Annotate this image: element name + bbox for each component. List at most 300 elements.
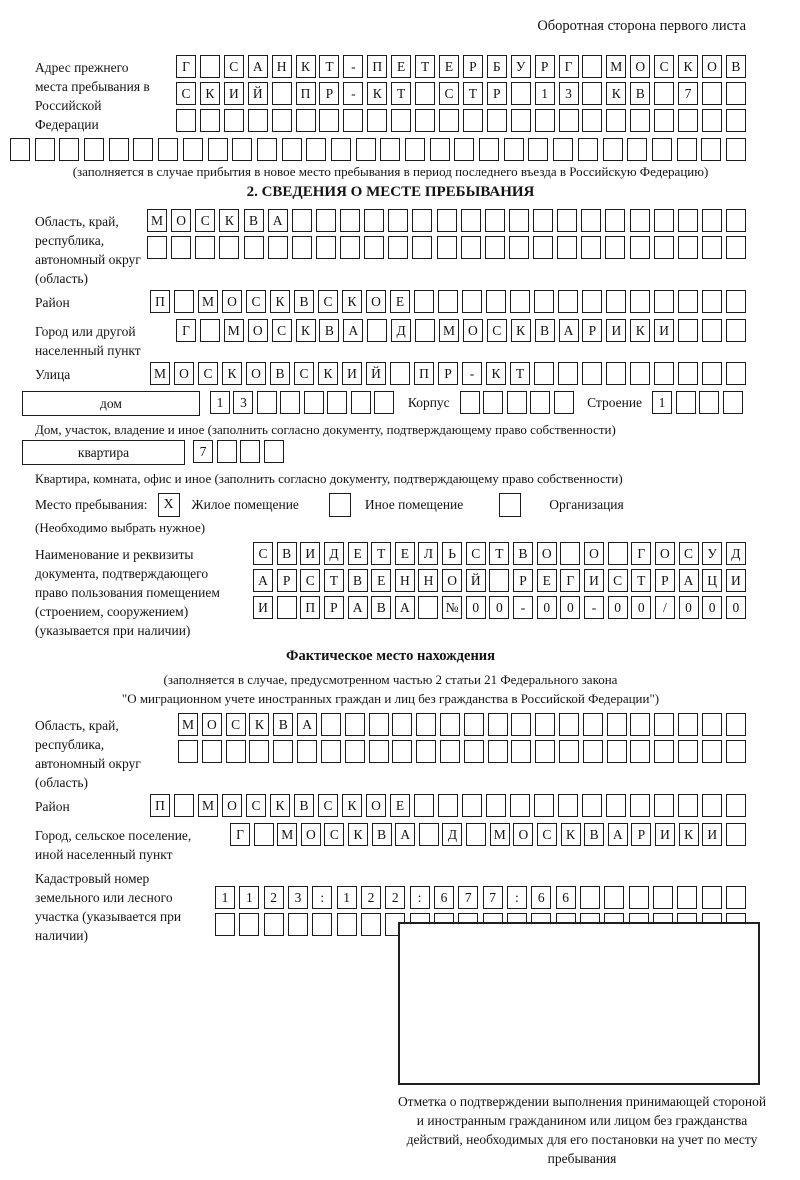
char-cell[interactable] bbox=[702, 886, 722, 909]
char-cell[interactable]: 2 bbox=[361, 886, 381, 909]
char-cell[interactable] bbox=[171, 236, 191, 259]
char-cell[interactable]: А bbox=[268, 209, 288, 232]
char-cell[interactable] bbox=[630, 109, 650, 132]
char-cell[interactable]: : bbox=[410, 886, 430, 909]
char-cell[interactable]: В bbox=[294, 290, 314, 313]
char-cell[interactable]: О bbox=[630, 55, 650, 78]
char-cell[interactable] bbox=[530, 391, 550, 414]
char-cell[interactable]: Г bbox=[559, 55, 579, 78]
char-cell[interactable] bbox=[367, 109, 387, 132]
char-cell[interactable]: П bbox=[414, 362, 434, 385]
char-cell[interactable] bbox=[677, 886, 697, 909]
char-cell[interactable] bbox=[605, 209, 625, 232]
char-cell[interactable] bbox=[273, 740, 293, 763]
char-cell[interactable]: О bbox=[222, 794, 242, 817]
char-cell[interactable]: О bbox=[513, 823, 533, 846]
char-cell[interactable] bbox=[272, 109, 292, 132]
char-cell[interactable] bbox=[511, 740, 531, 763]
char-cell[interactable] bbox=[147, 236, 167, 259]
char-cell[interactable] bbox=[534, 794, 554, 817]
char-cell[interactable] bbox=[461, 209, 481, 232]
char-cell[interactable] bbox=[264, 440, 284, 463]
char-cell[interactable] bbox=[535, 713, 555, 736]
char-cell[interactable]: М bbox=[198, 290, 218, 313]
korpus-cells[interactable] bbox=[460, 391, 578, 414]
char-cell[interactable]: 7 bbox=[193, 440, 213, 463]
char-cell[interactable] bbox=[654, 290, 674, 313]
char-cell[interactable]: К bbox=[296, 319, 316, 342]
char-cell[interactable] bbox=[726, 209, 746, 232]
char-cell[interactable] bbox=[583, 740, 603, 763]
char-cell[interactable] bbox=[59, 138, 79, 161]
char-cell[interactable] bbox=[412, 236, 432, 259]
actual-region-row-2[interactable] bbox=[178, 740, 746, 763]
char-cell[interactable]: В bbox=[372, 823, 392, 846]
char-cell[interactable] bbox=[486, 794, 506, 817]
char-cell[interactable] bbox=[607, 740, 627, 763]
char-cell[interactable]: И bbox=[702, 823, 722, 846]
char-cell[interactable]: К bbox=[678, 55, 698, 78]
char-cell[interactable] bbox=[606, 290, 626, 313]
char-cell[interactable] bbox=[726, 319, 746, 342]
char-cell[interactable]: Р bbox=[319, 82, 339, 105]
char-cell[interactable]: С bbox=[537, 823, 557, 846]
char-cell[interactable]: О bbox=[537, 542, 557, 565]
city-row[interactable] bbox=[176, 319, 746, 342]
document-row-3[interactable] bbox=[253, 596, 746, 619]
char-cell[interactable] bbox=[678, 319, 698, 342]
char-cell[interactable] bbox=[509, 236, 529, 259]
char-cell[interactable] bbox=[676, 391, 696, 414]
char-cell[interactable] bbox=[304, 391, 324, 414]
char-cell[interactable] bbox=[280, 391, 300, 414]
char-cell[interactable] bbox=[437, 236, 457, 259]
char-cell[interactable]: Т bbox=[463, 82, 483, 105]
char-cell[interactable] bbox=[582, 362, 602, 385]
char-cell[interactable] bbox=[340, 209, 360, 232]
char-cell[interactable] bbox=[226, 740, 246, 763]
char-cell[interactable]: С bbox=[679, 542, 699, 565]
char-cell[interactable]: К bbox=[630, 319, 650, 342]
char-cell[interactable]: М bbox=[606, 55, 626, 78]
char-cell[interactable]: О bbox=[248, 319, 268, 342]
char-cell[interactable] bbox=[702, 713, 722, 736]
char-cell[interactable] bbox=[702, 109, 722, 132]
char-cell[interactable] bbox=[630, 794, 650, 817]
char-cell[interactable] bbox=[483, 391, 503, 414]
char-cell[interactable]: П bbox=[150, 794, 170, 817]
char-cell[interactable] bbox=[630, 740, 650, 763]
char-cell[interactable] bbox=[438, 794, 458, 817]
char-cell[interactable]: П bbox=[150, 290, 170, 313]
char-cell[interactable] bbox=[630, 290, 650, 313]
char-cell[interactable] bbox=[419, 823, 439, 846]
char-cell[interactable]: - bbox=[343, 82, 363, 105]
char-cell[interactable]: И bbox=[342, 362, 362, 385]
char-cell[interactable]: Й bbox=[248, 82, 268, 105]
char-cell[interactable]: У bbox=[511, 55, 531, 78]
char-cell[interactable] bbox=[654, 713, 674, 736]
char-cell[interactable] bbox=[244, 236, 264, 259]
char-cell[interactable] bbox=[485, 236, 505, 259]
char-cell[interactable] bbox=[702, 794, 722, 817]
apartment-cells[interactable] bbox=[193, 440, 287, 463]
char-cell[interactable] bbox=[581, 209, 601, 232]
char-cell[interactable] bbox=[533, 209, 553, 232]
char-cell[interactable]: 1 bbox=[535, 82, 555, 105]
char-cell[interactable] bbox=[504, 138, 524, 161]
char-cell[interactable]: К bbox=[270, 290, 290, 313]
char-cell[interactable]: 0 bbox=[702, 596, 722, 619]
char-cell[interactable]: 1 bbox=[215, 886, 235, 909]
char-cell[interactable]: А bbox=[608, 823, 628, 846]
char-cell[interactable] bbox=[653, 886, 673, 909]
char-cell[interactable]: О bbox=[584, 542, 604, 565]
char-cell[interactable]: А bbox=[248, 55, 268, 78]
char-cell[interactable] bbox=[559, 713, 579, 736]
document-row-2[interactable] bbox=[253, 569, 746, 592]
char-cell[interactable] bbox=[630, 209, 650, 232]
char-cell[interactable] bbox=[652, 138, 672, 161]
char-cell[interactable]: С bbox=[246, 290, 266, 313]
char-cell[interactable]: 3 bbox=[559, 82, 579, 105]
char-cell[interactable]: Р bbox=[438, 362, 458, 385]
cadastral-row-1[interactable] bbox=[215, 886, 746, 909]
char-cell[interactable]: И bbox=[300, 542, 320, 565]
char-cell[interactable] bbox=[603, 138, 623, 161]
char-cell[interactable]: Т bbox=[391, 82, 411, 105]
char-cell[interactable]: К bbox=[486, 362, 506, 385]
char-cell[interactable] bbox=[257, 391, 277, 414]
char-cell[interactable] bbox=[133, 138, 153, 161]
char-cell[interactable]: Н bbox=[395, 569, 415, 592]
char-cell[interactable]: 0 bbox=[631, 596, 651, 619]
char-cell[interactable] bbox=[654, 236, 674, 259]
char-cell[interactable] bbox=[606, 362, 626, 385]
char-cell[interactable]: О bbox=[222, 290, 242, 313]
char-cell[interactable] bbox=[454, 138, 474, 161]
char-cell[interactable]: К bbox=[296, 55, 316, 78]
char-cell[interactable] bbox=[364, 236, 384, 259]
char-cell[interactable]: Д bbox=[726, 542, 746, 565]
char-cell[interactable]: Р bbox=[277, 569, 297, 592]
char-cell[interactable]: - bbox=[462, 362, 482, 385]
char-cell[interactable]: О bbox=[366, 290, 386, 313]
char-cell[interactable]: 7 bbox=[678, 82, 698, 105]
char-cell[interactable]: У bbox=[702, 542, 722, 565]
char-cell[interactable] bbox=[321, 740, 341, 763]
char-cell[interactable] bbox=[627, 138, 647, 161]
char-cell[interactable] bbox=[726, 740, 746, 763]
char-cell[interactable]: 0 bbox=[560, 596, 580, 619]
char-cell[interactable] bbox=[702, 740, 722, 763]
char-cell[interactable]: - bbox=[513, 596, 533, 619]
char-cell[interactable] bbox=[438, 290, 458, 313]
char-cell[interactable] bbox=[208, 138, 228, 161]
char-cell[interactable]: С bbox=[324, 823, 344, 846]
char-cell[interactable] bbox=[288, 913, 308, 936]
char-cell[interactable] bbox=[678, 109, 698, 132]
char-cell[interactable] bbox=[507, 391, 527, 414]
char-cell[interactable]: М bbox=[147, 209, 167, 232]
char-cell[interactable]: 2 bbox=[385, 886, 405, 909]
char-cell[interactable] bbox=[581, 236, 601, 259]
char-cell[interactable] bbox=[511, 109, 531, 132]
char-cell[interactable]: Т bbox=[319, 55, 339, 78]
char-cell[interactable]: Р bbox=[535, 55, 555, 78]
char-cell[interactable]: Й bbox=[466, 569, 486, 592]
char-cell[interactable] bbox=[510, 794, 530, 817]
char-cell[interactable]: И bbox=[726, 569, 746, 592]
char-cell[interactable]: Т bbox=[371, 542, 391, 565]
char-cell[interactable]: - bbox=[343, 55, 363, 78]
char-cell[interactable]: В bbox=[630, 82, 650, 105]
char-cell[interactable] bbox=[200, 55, 220, 78]
char-cell[interactable] bbox=[511, 713, 531, 736]
char-cell[interactable]: С bbox=[487, 319, 507, 342]
char-cell[interactable] bbox=[559, 109, 579, 132]
char-cell[interactable]: С bbox=[246, 794, 266, 817]
char-cell[interactable]: : bbox=[312, 886, 332, 909]
residential-checkbox[interactable]: X bbox=[158, 493, 180, 517]
char-cell[interactable]: Д bbox=[324, 542, 344, 565]
region-row-2[interactable] bbox=[147, 236, 746, 259]
char-cell[interactable]: 1 bbox=[337, 886, 357, 909]
char-cell[interactable]: Г bbox=[560, 569, 580, 592]
char-cell[interactable] bbox=[215, 913, 235, 936]
char-cell[interactable]: С bbox=[198, 362, 218, 385]
char-cell[interactable] bbox=[557, 236, 577, 259]
char-cell[interactable]: К bbox=[348, 823, 368, 846]
char-cell[interactable] bbox=[337, 913, 357, 936]
char-cell[interactable]: / bbox=[655, 596, 675, 619]
char-cell[interactable]: Д bbox=[391, 319, 411, 342]
char-cell[interactable]: С bbox=[466, 542, 486, 565]
char-cell[interactable] bbox=[479, 138, 499, 161]
char-cell[interactable] bbox=[282, 138, 302, 161]
char-cell[interactable] bbox=[583, 713, 603, 736]
char-cell[interactable] bbox=[464, 713, 484, 736]
char-cell[interactable]: В bbox=[584, 823, 604, 846]
char-cell[interactable] bbox=[316, 236, 336, 259]
char-cell[interactable]: К bbox=[249, 713, 269, 736]
char-cell[interactable] bbox=[380, 138, 400, 161]
char-cell[interactable] bbox=[415, 319, 435, 342]
char-cell[interactable] bbox=[654, 209, 674, 232]
prev-address-row-2[interactable] bbox=[176, 82, 746, 105]
char-cell[interactable]: С bbox=[318, 794, 338, 817]
char-cell[interactable] bbox=[677, 138, 697, 161]
char-cell[interactable]: 1 bbox=[210, 391, 230, 414]
char-cell[interactable] bbox=[437, 209, 457, 232]
char-cell[interactable]: О bbox=[301, 823, 321, 846]
char-cell[interactable] bbox=[534, 290, 554, 313]
char-cell[interactable] bbox=[224, 109, 244, 132]
char-cell[interactable]: И bbox=[606, 319, 626, 342]
char-cell[interactable] bbox=[418, 596, 438, 619]
char-cell[interactable]: 7 bbox=[458, 886, 478, 909]
char-cell[interactable] bbox=[178, 740, 198, 763]
char-cell[interactable]: К bbox=[342, 290, 362, 313]
char-cell[interactable]: А bbox=[395, 596, 415, 619]
char-cell[interactable] bbox=[726, 362, 746, 385]
char-cell[interactable] bbox=[723, 391, 743, 414]
char-cell[interactable] bbox=[174, 290, 194, 313]
char-cell[interactable]: 0 bbox=[537, 596, 557, 619]
char-cell[interactable] bbox=[582, 55, 602, 78]
char-cell[interactable]: 3 bbox=[288, 886, 308, 909]
district-row[interactable] bbox=[150, 290, 746, 313]
char-cell[interactable] bbox=[535, 740, 555, 763]
char-cell[interactable] bbox=[699, 391, 719, 414]
char-cell[interactable] bbox=[343, 109, 363, 132]
char-cell[interactable] bbox=[701, 138, 721, 161]
char-cell[interactable]: С bbox=[226, 713, 246, 736]
char-cell[interactable] bbox=[249, 740, 269, 763]
char-cell[interactable] bbox=[582, 794, 602, 817]
char-cell[interactable] bbox=[239, 913, 259, 936]
char-cell[interactable] bbox=[509, 209, 529, 232]
char-cell[interactable] bbox=[726, 138, 746, 161]
char-cell[interactable] bbox=[200, 319, 220, 342]
other-premises-checkbox[interactable] bbox=[329, 493, 351, 517]
char-cell[interactable] bbox=[678, 713, 698, 736]
char-cell[interactable] bbox=[361, 913, 381, 936]
char-cell[interactable]: В bbox=[244, 209, 264, 232]
char-cell[interactable] bbox=[292, 209, 312, 232]
char-cell[interactable]: Л bbox=[418, 542, 438, 565]
char-cell[interactable] bbox=[319, 109, 339, 132]
char-cell[interactable]: В bbox=[726, 55, 746, 78]
char-cell[interactable]: 1 bbox=[239, 886, 259, 909]
char-cell[interactable]: 6 bbox=[556, 886, 576, 909]
char-cell[interactable] bbox=[364, 209, 384, 232]
char-cell[interactable]: С bbox=[224, 55, 244, 78]
char-cell[interactable] bbox=[264, 913, 284, 936]
char-cell[interactable] bbox=[195, 236, 215, 259]
char-cell[interactable]: 6 bbox=[434, 886, 454, 909]
char-cell[interactable] bbox=[414, 290, 434, 313]
char-cell[interactable] bbox=[553, 138, 573, 161]
char-cell[interactable] bbox=[345, 713, 365, 736]
char-cell[interactable] bbox=[35, 138, 55, 161]
char-cell[interactable]: Р bbox=[513, 569, 533, 592]
char-cell[interactable] bbox=[488, 713, 508, 736]
char-cell[interactable]: А bbox=[559, 319, 579, 342]
char-cell[interactable] bbox=[726, 886, 746, 909]
char-cell[interactable] bbox=[430, 138, 450, 161]
char-cell[interactable]: А bbox=[679, 569, 699, 592]
char-cell[interactable]: С bbox=[294, 362, 314, 385]
char-cell[interactable] bbox=[331, 138, 351, 161]
char-cell[interactable]: О bbox=[655, 542, 675, 565]
char-cell[interactable] bbox=[606, 109, 626, 132]
char-cell[interactable] bbox=[608, 542, 628, 565]
char-cell[interactable] bbox=[374, 391, 394, 414]
char-cell[interactable]: Ь bbox=[442, 542, 462, 565]
char-cell[interactable]: : bbox=[507, 886, 527, 909]
char-cell[interactable]: 7 bbox=[483, 886, 503, 909]
char-cell[interactable] bbox=[390, 362, 410, 385]
char-cell[interactable] bbox=[605, 236, 625, 259]
char-cell[interactable] bbox=[678, 794, 698, 817]
char-cell[interactable]: П bbox=[367, 55, 387, 78]
char-cell[interactable] bbox=[202, 740, 222, 763]
char-cell[interactable]: 1 bbox=[652, 391, 672, 414]
char-cell[interactable] bbox=[340, 236, 360, 259]
char-cell[interactable]: 6 bbox=[531, 886, 551, 909]
char-cell[interactable] bbox=[580, 886, 600, 909]
char-cell[interactable]: Г bbox=[230, 823, 250, 846]
char-cell[interactable]: Е bbox=[391, 55, 411, 78]
char-cell[interactable] bbox=[109, 138, 129, 161]
char-cell[interactable] bbox=[351, 391, 371, 414]
char-cell[interactable] bbox=[392, 740, 412, 763]
char-cell[interactable] bbox=[200, 109, 220, 132]
char-cell[interactable] bbox=[654, 740, 674, 763]
char-cell[interactable]: В bbox=[535, 319, 555, 342]
char-cell[interactable]: А bbox=[348, 596, 368, 619]
char-cell[interactable] bbox=[414, 794, 434, 817]
char-cell[interactable] bbox=[485, 209, 505, 232]
char-cell[interactable]: 0 bbox=[608, 596, 628, 619]
char-cell[interactable] bbox=[439, 109, 459, 132]
char-cell[interactable]: В bbox=[270, 362, 290, 385]
char-cell[interactable]: Е bbox=[390, 290, 410, 313]
char-cell[interactable] bbox=[654, 362, 674, 385]
char-cell[interactable]: Е bbox=[439, 55, 459, 78]
char-cell[interactable]: В bbox=[371, 596, 391, 619]
char-cell[interactable]: В bbox=[294, 794, 314, 817]
prev-address-row-4[interactable] bbox=[10, 138, 746, 161]
char-cell[interactable] bbox=[440, 740, 460, 763]
char-cell[interactable]: И bbox=[224, 82, 244, 105]
char-cell[interactable]: Б bbox=[487, 55, 507, 78]
char-cell[interactable] bbox=[487, 109, 507, 132]
char-cell[interactable] bbox=[654, 82, 674, 105]
char-cell[interactable] bbox=[462, 794, 482, 817]
char-cell[interactable] bbox=[726, 109, 746, 132]
char-cell[interactable]: Р bbox=[631, 823, 651, 846]
char-cell[interactable]: № bbox=[442, 596, 462, 619]
actual-city-row[interactable] bbox=[230, 823, 746, 846]
char-cell[interactable]: К bbox=[561, 823, 581, 846]
char-cell[interactable] bbox=[630, 236, 650, 259]
char-cell[interactable]: В bbox=[273, 713, 293, 736]
char-cell[interactable]: М bbox=[490, 823, 510, 846]
char-cell[interactable] bbox=[678, 236, 698, 259]
house-number-cells[interactable] bbox=[210, 391, 398, 414]
char-cell[interactable]: - bbox=[584, 596, 604, 619]
char-cell[interactable] bbox=[558, 290, 578, 313]
char-cell[interactable] bbox=[391, 109, 411, 132]
char-cell[interactable]: И bbox=[655, 823, 675, 846]
char-cell[interactable] bbox=[554, 391, 574, 414]
char-cell[interactable]: П bbox=[300, 596, 320, 619]
char-cell[interactable] bbox=[412, 209, 432, 232]
char-cell[interactable] bbox=[607, 713, 627, 736]
char-cell[interactable] bbox=[629, 886, 649, 909]
char-cell[interactable]: М bbox=[178, 713, 198, 736]
char-cell[interactable] bbox=[533, 236, 553, 259]
char-cell[interactable] bbox=[219, 236, 239, 259]
char-cell[interactable]: Т bbox=[631, 569, 651, 592]
char-cell[interactable] bbox=[726, 82, 746, 105]
char-cell[interactable] bbox=[440, 713, 460, 736]
char-cell[interactable]: С bbox=[300, 569, 320, 592]
char-cell[interactable]: К bbox=[200, 82, 220, 105]
stroenie-cells[interactable] bbox=[652, 391, 746, 414]
